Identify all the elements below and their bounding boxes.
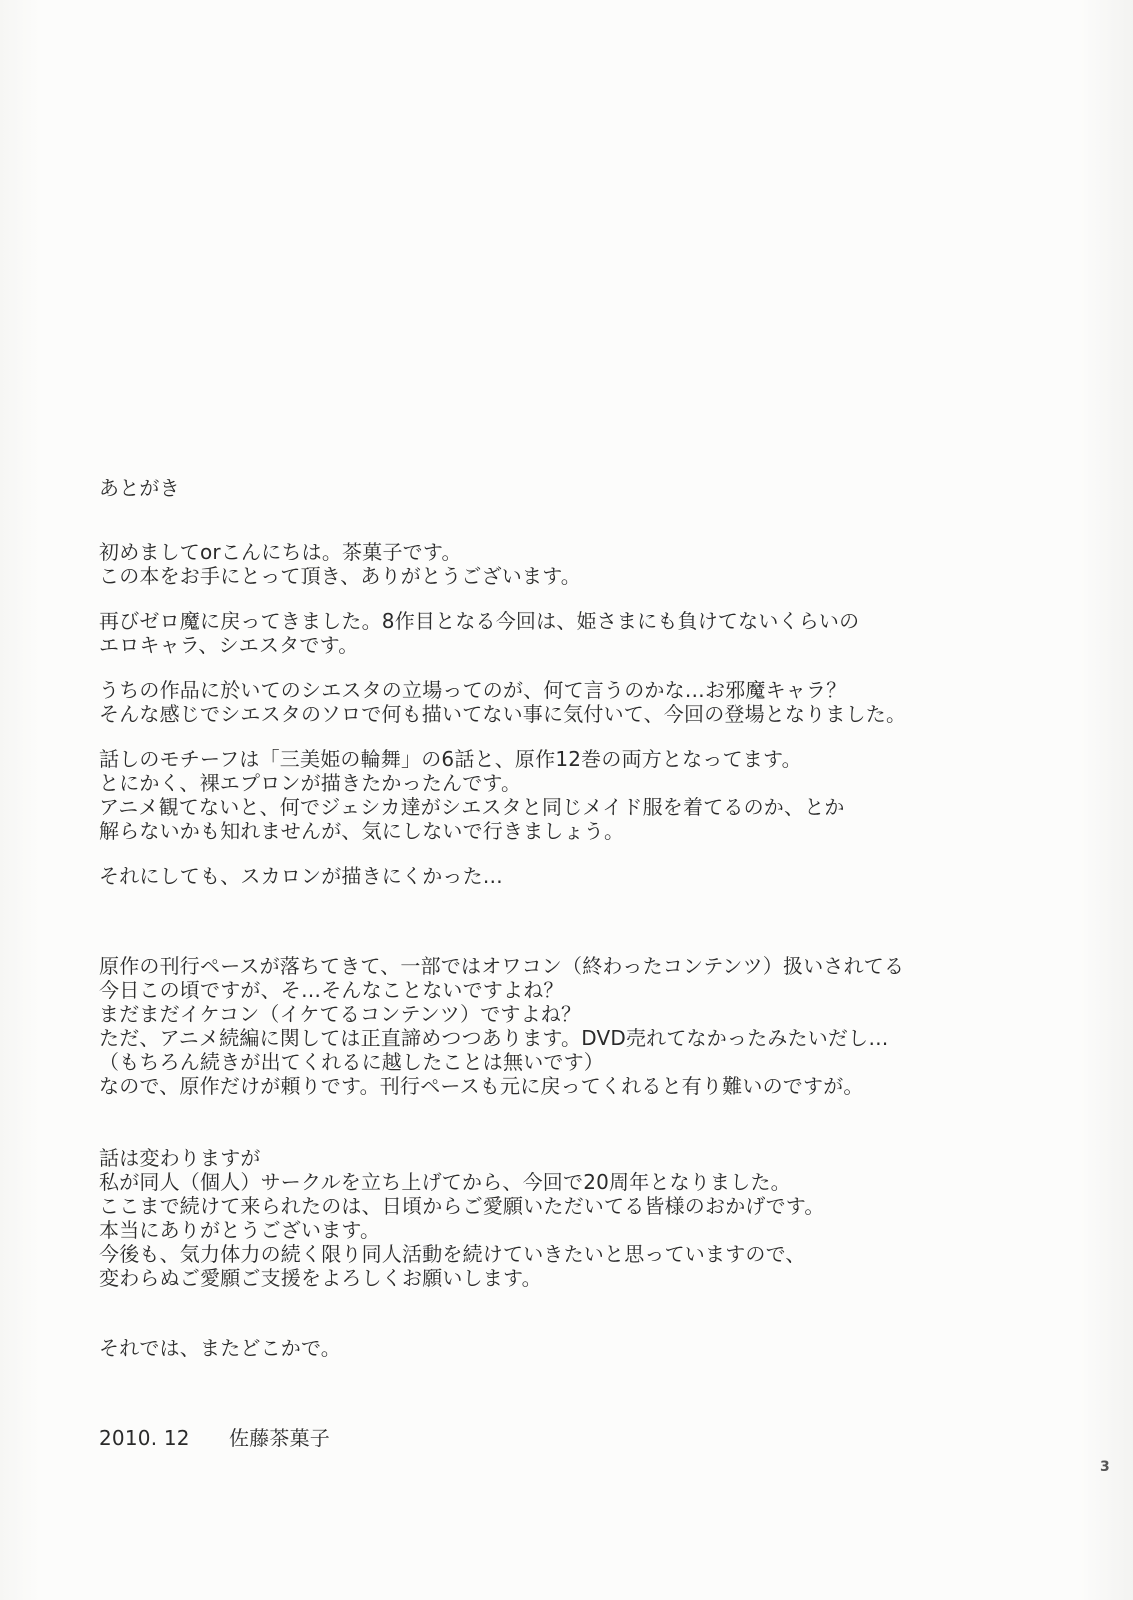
text-line: 解らないかも知れませんが、気にしないで行きましょう。 <box>99 819 625 843</box>
paragraph-scarron <box>99 864 1079 888</box>
text-line: 私が同人（個人）サークルを立ち上げてから、今回で20周年となりました。 <box>99 1170 791 1194</box>
paragraph-greeting <box>99 540 1079 588</box>
paragraph-publication <box>99 954 1079 1098</box>
text-line: アニメ観てないと、何でジェシカ達がシエスタと同じメイド服を着てるのか、とか <box>99 795 845 819</box>
text-line: それでは、またどこかで。 <box>99 1336 341 1360</box>
text-line: 話しのモチーフは「三美姫の輪舞」の6話と、原作12巻の両方となってます。 <box>99 747 802 771</box>
text-line: ただ、アニメ続編に関しては正直諦めつつあります。DVD売れてなかったみたいだし… <box>99 1026 889 1050</box>
text-line: なので、原作だけが頼りです。刊行ペースも元に戻ってくれると有り難いのですが。 <box>99 1074 864 1098</box>
signature-author: 佐藤茶菓子 <box>229 1426 330 1450</box>
text-line: とにかく、裸エプロンが描きたかったんです。 <box>99 771 522 795</box>
afterword-text <box>99 476 1079 1450</box>
afterword-heading: あとがき <box>99 476 180 500</box>
text-line: まだまだイケコン（イケてるコンテンツ）ですよね？ <box>99 1002 582 1026</box>
text-line: この本をお手にとって頂き、ありがとうございます。 <box>99 564 581 588</box>
text-line: 再びゼロ魔に戻ってきました。8作目となる今回は、姫さまにも負けてないくらいの <box>99 609 860 633</box>
page-number: 3 <box>1100 1459 1110 1475</box>
paragraph-motif <box>99 747 1079 843</box>
text-line: 初めましてorこんにちは。茶菓子です。 <box>99 540 462 564</box>
text-line: うちの作品に於いてのシエスタの立場ってのが、何て言うのかな…お邪魔キャラ？ <box>99 678 847 702</box>
text-line: エロキャラ、シエスタです。 <box>99 633 359 657</box>
text-line: それにしても、スカロンが描きにくかった… <box>99 864 503 888</box>
text-line: （もちろん続きが出てくれるに越したことは無いです） <box>99 1050 604 1074</box>
text-line: 原作の刊行ペースが落ちてきて、一部ではオワコン（終わったコンテンツ）扱いされてる <box>99 954 905 978</box>
text-line: 本当にありがとうございます。 <box>99 1218 381 1242</box>
signature <box>99 1426 1079 1450</box>
paragraph-closing <box>99 1336 1079 1360</box>
text-line: 今後も、気力体力の続く限り同人活動を続けていきたいと思っていますので、 <box>99 1242 806 1266</box>
paragraph-intro <box>99 609 1079 657</box>
text-line: 変わらぬご愛願ご支援をよろしくお願いします。 <box>99 1266 542 1290</box>
paragraph-anniversary <box>99 1146 1079 1290</box>
text-line: ここまで続けて来られたのは、日頃からご愛願いただいてる皆様のおかげです。 <box>99 1194 825 1218</box>
signature-date: 2010. 12 <box>99 1426 190 1450</box>
text-line: そんな感じでシエスタのソロで何も描いてない事に気付いて、今回の登場となりました。 <box>99 702 907 726</box>
text-line: 話は変わりますが <box>99 1146 261 1170</box>
text-line: 今日この頃ですが、そ…そんなことないですよね？ <box>99 978 564 1002</box>
paragraph-siesta <box>99 678 1079 726</box>
